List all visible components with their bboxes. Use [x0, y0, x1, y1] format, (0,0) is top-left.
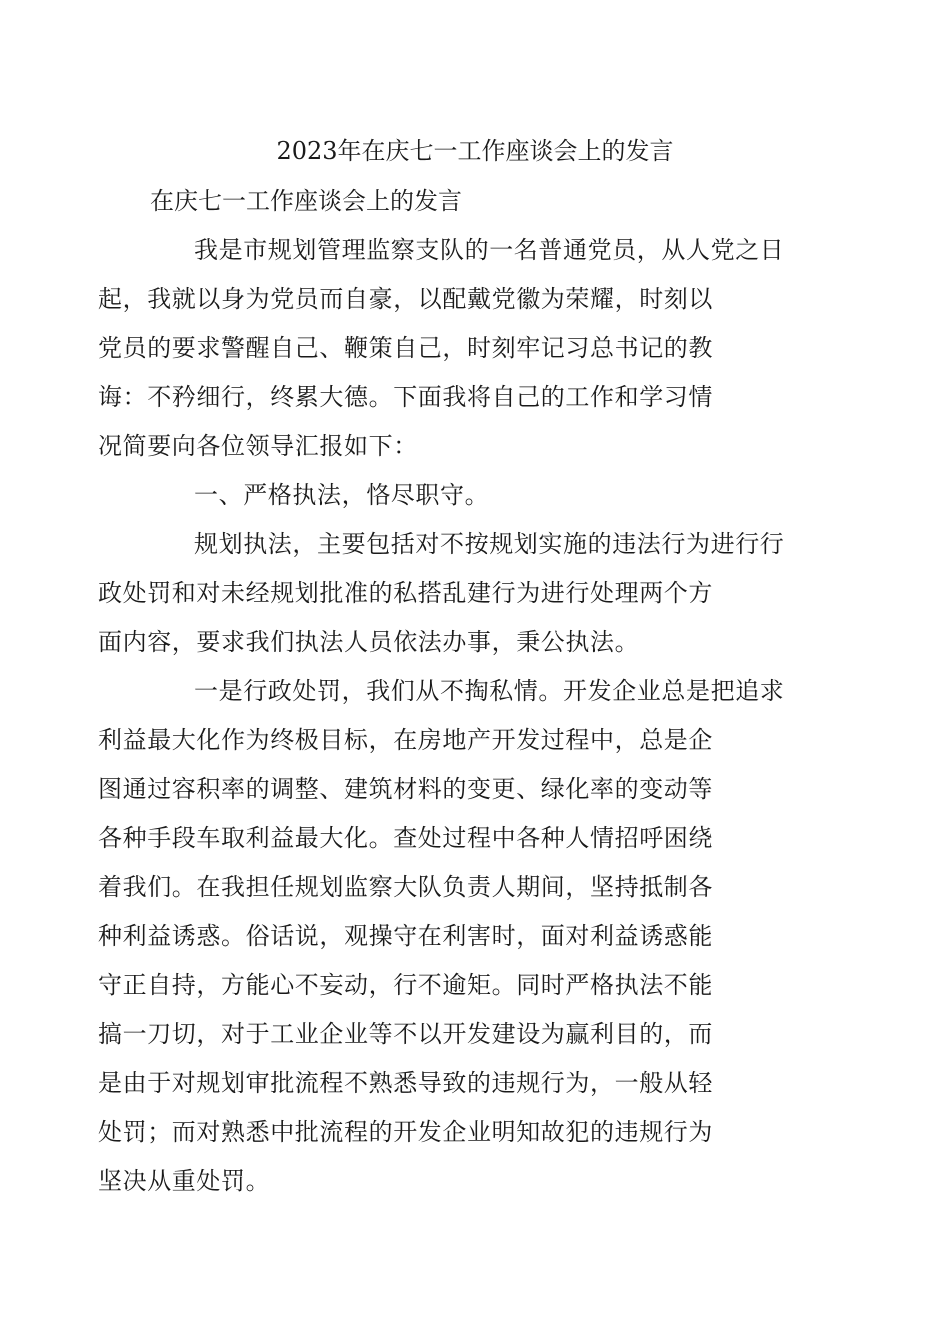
- document-subtitle: 在庆七一工作座谈会上的发言: [150, 187, 462, 215]
- section-heading: [146, 471, 806, 520]
- text-line: 况简要向各位领导汇报如下：: [98, 432, 418, 460]
- text-line: 着我们。在我担任规划监察大队负责人期间，坚持抵制各: [98, 873, 713, 901]
- text-line: 处罚；而对熟悉中批流程的开发企业明知故犯的违规行为: [98, 1118, 713, 1146]
- text-line: 起，我就以身为党员而自豪，以配戴党徽为荣耀，时刻以: [98, 285, 713, 313]
- paragraph-intro: [98, 226, 806, 471]
- text-line: 一、严格执法，恪尽职守。: [194, 481, 490, 509]
- text-line: 面内容，要求我们执法人员依法办事，秉公执法。: [98, 628, 640, 656]
- text-line: 党员的要求警醒自己、鞭策自己，时刻牢记习总书记的教: [98, 334, 713, 362]
- text-line: 种利益诱惑。俗话说，观操守在利害时，面对利益诱惑能: [98, 922, 713, 950]
- text-line: 是由于对规划审批流程不熟悉导致的违规行为，一般从轻: [98, 1069, 713, 1097]
- text-line: 政处罚和对未经规划批准的私搭乱建行为进行处理两个方: [98, 579, 713, 607]
- text-line: 诲：不矜细行，终累大德。下面我将自己的工作和学习情: [98, 383, 713, 411]
- document-body: [98, 226, 806, 1206]
- text-line: 坚决从重处罚。: [98, 1167, 271, 1195]
- text-line: 搞一刀切，对于工业企业等不以开发建设为赢利目的，而: [98, 1020, 713, 1048]
- text-line: 我是市规划管理监察支队的一名普通党员，从人党之日: [194, 236, 785, 264]
- text-line: 图通过容积率的调整、建筑材料的变更、绿化率的变动等: [98, 775, 713, 803]
- paragraph-penalty: [98, 667, 806, 1206]
- document-title: 2023年在庆七一工作座谈会上的发言: [276, 137, 674, 165]
- paragraph-planning: [98, 520, 806, 667]
- text-line: 各种手段车取利益最大化。查处过程中各种人情招呼困绕: [98, 824, 713, 852]
- text-line: 规划执法，主要包括对不按规划实施的违法行为进行行: [194, 530, 785, 558]
- text-line: 守正自持，方能心不妄动，行不逾矩。同时严格执法不能: [98, 971, 713, 999]
- text-line: 一是行政处罚，我们从不掏私情。开发企业总是把追求: [194, 677, 785, 705]
- text-line: 利益最大化作为终极目标，在房地产开发过程中，总是企: [98, 726, 713, 754]
